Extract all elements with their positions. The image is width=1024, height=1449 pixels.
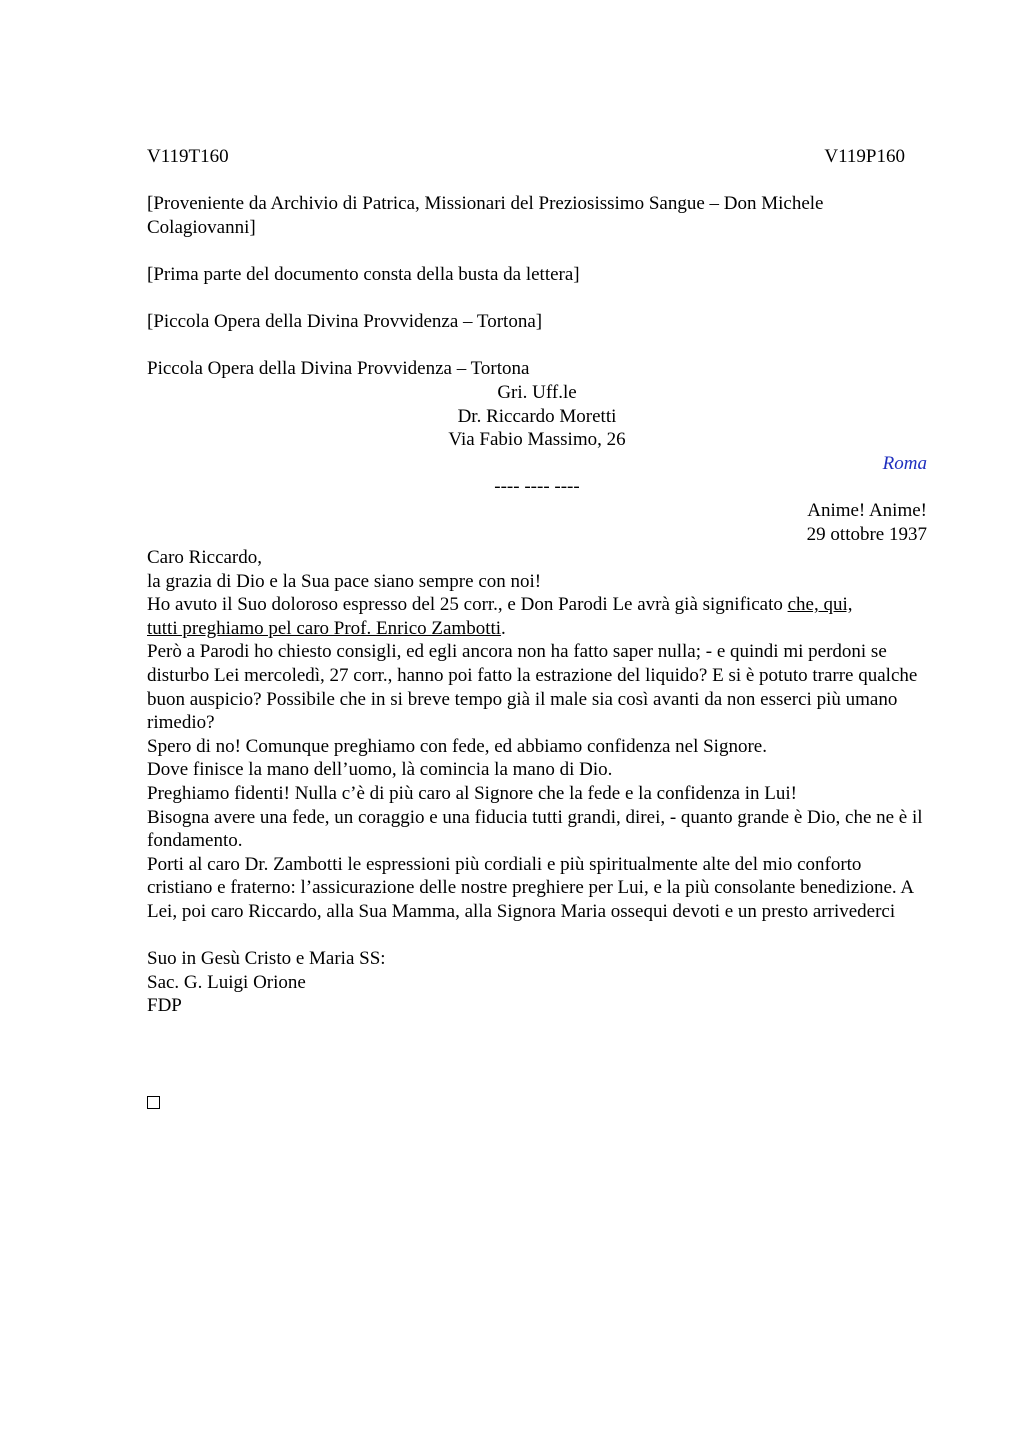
recipient-city: Roma [882,452,927,474]
salutation: Caro Riccardo, [147,547,263,569]
signature: Sac. G. Luigi Orione [147,971,306,993]
paragraph-6: Bisogna avere una fede, un coraggio e una fiducia tutti grandi, direi, - quanto grande è Dio, che ne è il fondamento. [147,806,923,852]
recipient-title: Gri. Uff.le [497,381,577,403]
envelope-note: [Prima parte del documento consta della busta da lettera] [147,263,580,285]
paragraph-1-start: Ho avuto il Suo doloroso espresso del 25 corr., e Don Parodi Le avrà già significato [147,594,788,616]
empty-checkbox-glyph [147,1096,160,1109]
closing-block [147,947,927,1018]
document-page [147,145,927,1018]
paragraph-5: Preghiamo fidenti! Nulla c’è di più caro al Signore che la fede e la confidenza in Lui! [147,783,797,805]
letter-body [147,546,927,924]
paragraph-1 [147,593,927,640]
signature-initials: FDP [147,995,182,1017]
doc-id-right: V119P160 [824,146,905,167]
document-ids [147,145,905,169]
recipient-street: Via Fabio Massimo, 26 [448,429,626,451]
separator-line: ---- ---- ---- [494,476,580,498]
paragraph-1-end: . [501,617,506,639]
envelope-sender: Piccola Opera della Divina Provvidenza – Tortona [147,358,530,380]
valediction: Suo in Gesù Cristo e Maria SS: [147,948,386,970]
letter-heading [147,499,927,546]
doc-id-left: V119T160 [147,146,229,167]
envelope-address [147,357,927,499]
letter-date: 29 ottobre 1937 [806,523,927,545]
opening-line: la grazia di Dio e la Sua pace siano sempre con noi! [147,570,542,592]
letter-motto: Anime! Anime! [807,499,927,521]
underlined-phrase-a: che, qui, [787,594,853,616]
paragraph-7: Porti al caro Dr. Zambotti le espressioni più cordiali e più spiritualmente alte del mio conforto cristiano e fraterno: l’assicurazione delle nostre preghiere per Lui, e la più consolante benedizione. A Lei, poi caro Riccardo, alla Sua Mamma, alla Signora Maria ossequi devoti e un presto arrivederci [147,853,914,922]
sender-note: [Piccola Opera della Divina Provvidenza – Tortona] [147,311,543,333]
provenance-note: [Proveniente da Archivio di Patrica, Missionari del Preziosissimo Sangue – Don Michele Colagiovanni] [147,193,824,238]
paragraph-4: Dove finisce la mano dell’uomo, là comincia la mano di Dio. [147,759,613,781]
recipient-name: Dr. Riccardo Moretti [457,405,617,427]
paragraph-3: Spero di no! Comunque preghiamo con fede, ed abbiamo confidenza nel Signore. [147,735,767,757]
paragraph-2: Però a Parodi ho chiesto consigli, ed egli ancora non ha fatto saper nulla; - e quindi mi perdoni se disturbo Lei mercoledì, 27 corr., hanno poi fatto la estrazione del liquido? E si è potuto trarre qualche buon auspicio? Possibile che in si breve tempo già il male sia così avanti da non esserci più umano rimedio? [147,641,918,734]
underlined-phrase-b: tutti preghiamo pel caro Prof. Enrico Zambotti [147,617,502,639]
